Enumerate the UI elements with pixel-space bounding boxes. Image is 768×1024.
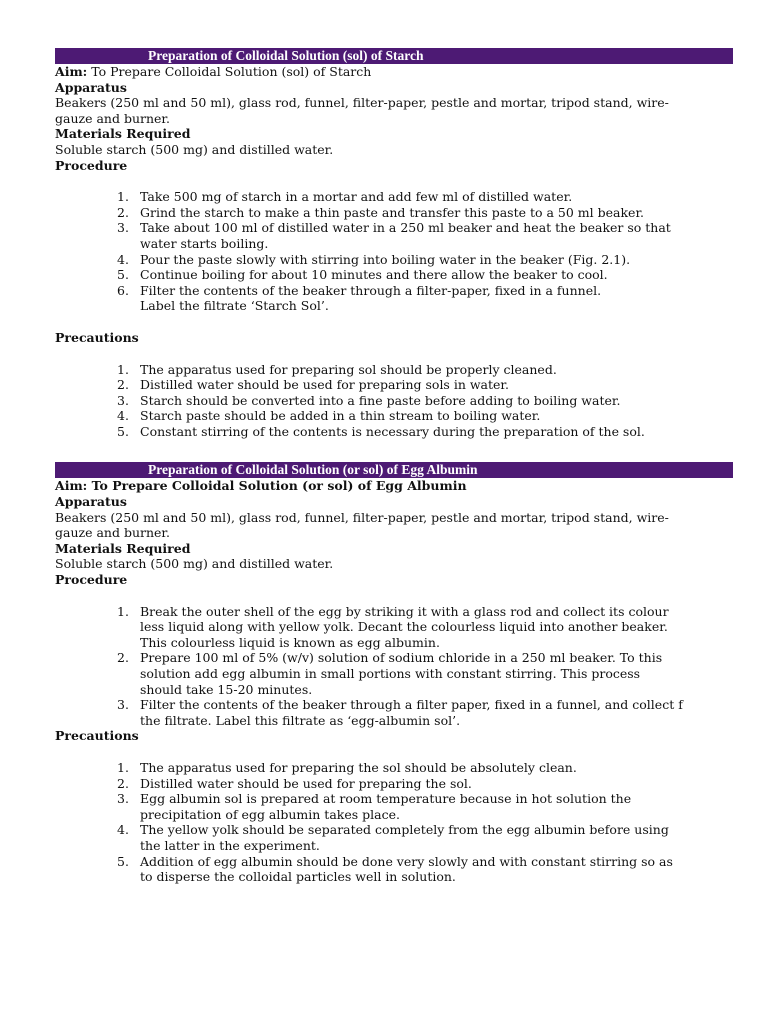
list-text: The apparatus used for preparing the sol should be absolutely clean.	[140, 759, 577, 775]
list-number: 5.	[117, 853, 129, 869]
list-number: 2.	[117, 204, 129, 220]
list-text: Starch should be converted into a fine paste before adding to boiling water.	[140, 392, 621, 408]
list-item	[55, 283, 733, 314]
document-page	[55, 48, 733, 885]
procedure-list	[55, 604, 733, 729]
list-number: 4.	[117, 251, 129, 267]
list-item	[55, 760, 733, 776]
list-text: Grind the starch to make a thin paste and transfer this paste to a 50 ml beaker.	[140, 204, 645, 220]
list-item	[55, 854, 733, 885]
aim-line	[55, 64, 733, 80]
aim-line	[55, 478, 733, 494]
list-item	[55, 393, 733, 409]
list-number: 4.	[117, 822, 129, 838]
list-number: 1.	[117, 361, 129, 377]
list-item	[55, 424, 733, 440]
list-number: 2.	[117, 650, 129, 666]
list-number: 5.	[117, 267, 129, 283]
materials-text: Soluble starch (500 mg) and distilled water.	[55, 556, 334, 572]
list-number: 2.	[117, 775, 129, 791]
precautions-list	[55, 760, 733, 885]
apparatus-line: gauze and burner.	[55, 525, 170, 541]
apparatus-heading: Apparatus	[55, 79, 127, 95]
list-text: Prepare 100 ml of 5% (w/v) solution of sodium chloride in a 250 ml beaker. To this	[140, 650, 663, 666]
section-egg-albumin-sol	[55, 462, 733, 884]
list-number: 4.	[117, 408, 129, 424]
precautions-list	[55, 362, 733, 440]
list-item	[55, 267, 733, 283]
list-text: Pour the paste slowly with stirring into boiling water in the beaker (Fig. 2.1).	[140, 251, 631, 267]
list-text: The apparatus used for preparing sol should be properly cleaned.	[140, 361, 557, 377]
aim-label: Aim:	[55, 478, 88, 494]
list-number: 3.	[117, 392, 129, 408]
materials-heading: Materials Required	[55, 540, 191, 556]
apparatus-line: Beakers (250 ml and 50 ml), glass rod, funnel, filter-paper, pestle and mortar, tripod stand, wire-	[55, 509, 669, 525]
list-number: 1.	[117, 189, 129, 205]
list-text: Take 500 mg of starch in a mortar and add few ml of distilled water.	[140, 189, 573, 205]
section-starch-sol	[55, 48, 733, 439]
list-item	[55, 822, 733, 853]
list-text: This colourless liquid is known as egg albumin.	[140, 634, 440, 650]
list-text: Starch paste should be added in a thin stream to boiling water.	[140, 408, 541, 424]
list-text: Distilled water should be used for preparing sols in water.	[140, 377, 509, 393]
list-number: 3.	[117, 791, 129, 807]
list-item	[55, 776, 733, 792]
list-item	[55, 650, 733, 697]
list-item	[55, 220, 733, 251]
aim-label: Aim:	[55, 64, 88, 79]
list-number: 6.	[117, 282, 129, 298]
list-text: Egg albumin sol is prepared at room temperature because in hot solution the	[140, 791, 632, 807]
apparatus-heading: Apparatus	[55, 494, 127, 510]
list-text: the filtrate. Label this filtrate as ‘egg-albumin sol’.	[140, 712, 461, 728]
list-text: Filter the contents of the beaker through a filter paper, fixed in a funnel, and collect f	[140, 697, 683, 713]
list-number: 1.	[117, 759, 129, 775]
list-text: less liquid along with yellow yolk. Decant the colourless liquid into another beaker.	[140, 619, 668, 635]
list-text: to disperse the colloidal particles well in solution.	[140, 869, 456, 885]
materials-heading: Materials Required	[55, 126, 191, 142]
list-text: the latter in the experiment.	[140, 837, 320, 853]
list-text: Constant stirring of the contents is necessary during the preparation of the sol.	[140, 423, 645, 439]
aim-text: To Prepare Colloidal Solution (sol) of Starch	[87, 64, 372, 79]
list-item	[55, 697, 733, 728]
list-text: Distilled water should be used for preparing the sol.	[140, 775, 472, 791]
list-text: solution add egg albumin in small portions with constant stirring. This process	[140, 666, 641, 681]
list-text: Break the outer shell of the egg by striking it with a glass rod and collect its colour	[140, 603, 669, 619]
procedure-list	[55, 189, 733, 314]
list-item	[55, 408, 733, 424]
list-text: Take about 100 ml of distilled water in a 250 ml beaker and heat the beaker so that	[140, 220, 671, 236]
materials-text: Soluble starch (500 mg) and distilled water.	[55, 141, 334, 157]
list-text: precipitation of egg albumin takes place.	[140, 806, 400, 822]
procedure-heading: Procedure	[55, 572, 128, 588]
list-text: Filter the contents of the beaker through a filter-paper, fixed in a funnel.	[140, 282, 602, 298]
section-banner: Preparation of Colloidal Solution (or sol) of Egg Albumin	[55, 462, 733, 478]
list-item	[55, 252, 733, 268]
apparatus-line: Beakers (250 ml and 50 ml), glass rod, funnel, filter-paper, pestle and mortar, tripod stand, wire-	[55, 95, 669, 111]
precautions-heading: Precautions	[55, 728, 139, 744]
section-banner: Preparation of Colloidal Solution (sol) of Starch	[55, 48, 733, 64]
list-number: 1.	[117, 603, 129, 619]
list-text: Label the filtrate ‘Starch Sol’.	[140, 298, 329, 314]
precautions-heading: Precautions	[55, 329, 139, 345]
list-text: should take 15-20 minutes.	[140, 681, 313, 697]
list-item	[55, 604, 733, 651]
list-text: The yellow yolk should be separated completely from the egg albumin before using	[140, 822, 669, 838]
list-item	[55, 189, 733, 205]
list-item	[55, 377, 733, 393]
apparatus-line: gauze and burner.	[55, 110, 170, 126]
procedure-heading: Procedure	[55, 157, 128, 173]
list-number: 3.	[117, 697, 129, 713]
list-item	[55, 205, 733, 221]
list-item	[55, 362, 733, 378]
list-text: Continue boiling for about 10 minutes and there allow the beaker to cool.	[140, 267, 608, 283]
list-number: 5.	[117, 423, 129, 439]
list-number: 2.	[117, 377, 129, 393]
list-number: 3.	[117, 220, 129, 236]
list-text: Addition of egg albumin should be done very slowly and with constant stirring so as	[140, 853, 673, 869]
aim-text: To Prepare Colloidal Solution (or sol) of Egg Albumin	[87, 478, 467, 494]
list-text: water starts boiling.	[140, 235, 269, 251]
list-item	[55, 791, 733, 822]
